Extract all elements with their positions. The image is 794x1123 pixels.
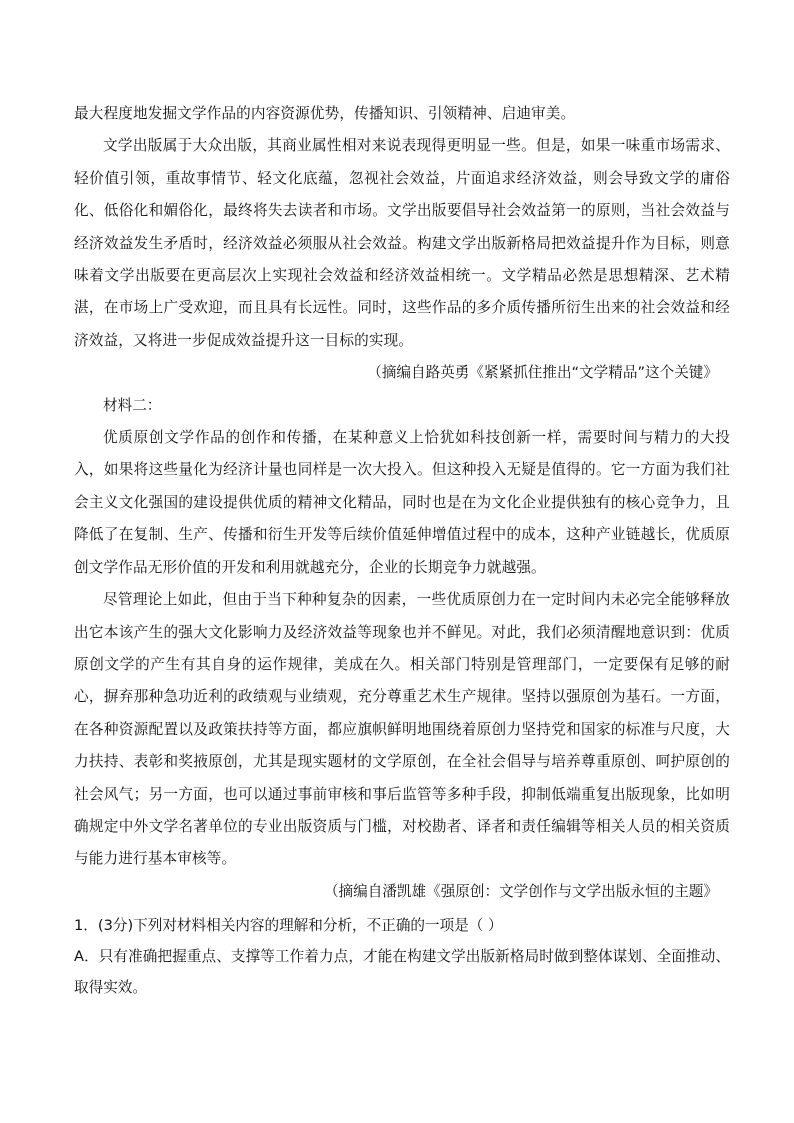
document-page: [74, 98, 730, 1003]
material2-paragraph-2: 尽管理论上如此，但由于当下种种复杂的因素，一些优质原创力在一定时间内未必完全能够释放出它本该产生的强大文化影响力及经济效益等现象也并不鲜见。对此，我们必须清醒地意识到：优质原创文学的产生有其自身的运作规律，美成在久。相关部门特别是管理部门，一定要保有足够的耐心，摒弃那种急功近利的政绩观与业绩观，充分尊重艺术生产规律。坚持以强原创为基石。一方面，在各种资源配置以及政策扶持等方面，都应旗帜鲜明地围绕着原创力坚持党和国家的标准与尺度，大力扶持、表彰和奖掖原创，尤其是现实题材的文学原创，在全社会倡导与培养尊重原创、呵护原创的社会风气；另一方面，也可以通过事前审核和事后监管等多种手段，抑制低端重复出版现象，比如明确规定中外文学名著单位的专业出版资质与门槛，对校勘者、译者和责任编辑等相关人员的相关资质与能力进行基本审核等。: [74, 591, 730, 868]
material2-label: 材料二：: [103, 396, 162, 414]
material1-source: （摘编自路英勇《紧紧抓住推出“文学精品”这个关键》: [367, 364, 718, 382]
material1-paragraph: 文学出版属于大众出版，其商业属性相对来说表现得更明显一些。但是，如果一味重市场需求、轻价值引领，重故事情节、轻文化底蕴，忽视社会效益，片面追求经济效益，则会导致文学的庸俗化、低俗化和媚俗化，最终将失去读者和市场。文学出版要倡导社会效益第一的原则，当社会效益与经济效益发生矛盾时，经济效益必须服从社会效益。构建文学出版新格局把效益提升作为目标，则意味着文学出版要在更高层次上实现社会效益和经济效益相统一。文学精品必然是思想精深、艺术精湛，在市场上广受欢迎，而且具有长远性。同时，这些作品的多介质传播所衍生出来的社会效益和经济效益，又将进一步促成效益提升这一目标的实现。: [74, 137, 730, 349]
question-option-a: A．只有准确把握重点、支撑等工作着力点，才能在构建文学出版新格局时做到整体谋划、全面推动、取得实效。: [74, 948, 730, 997]
material2-source: （摘编自潘凯雄《强原创：文学创作与文学出版永恒的主题》: [323, 882, 718, 900]
material1-continuation: 最大程度地发掘文学作品的内容资源优势，传播知识、引领精神、启迪审美。: [74, 105, 576, 122]
material2-paragraph-1: 优质原创文学作品的创作和传播，在某种意义上恰犹如科技创新一样，需要时间与精力的大投入，如果将这些量化为经济计量也同样是一次大投入。但这种投入无疑是值得的。它一方面为我们社会主义文化强国的建设提供优质的精神文化精品，同时也是在为文化企业提供独有的核心竞争力，且降低了在复制、生产、传播和衍生开发等后续价值延伸增值过程中的成本，这种产业链越长，优质原创文学作品无形价值的开发和利用就越充分，企业的长期竞争力就越强。: [74, 429, 730, 576]
question-stem: 1．(3分)下列对材料相关内容的理解和分析，不正确的一项是（ ）: [74, 917, 503, 935]
